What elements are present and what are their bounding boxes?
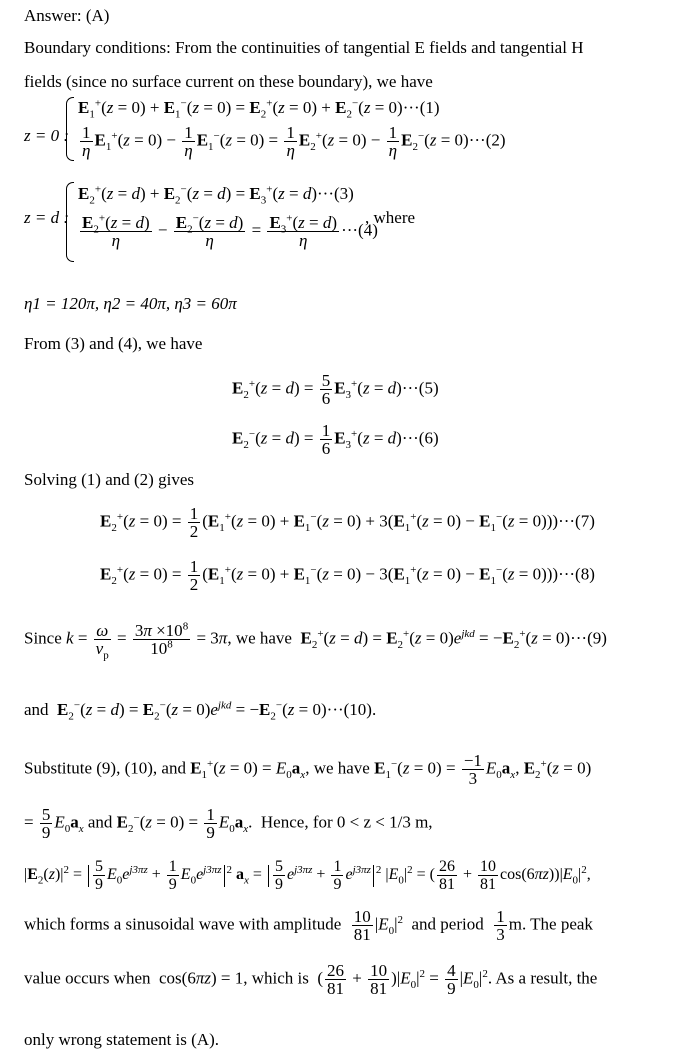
we-have-text: , we have [227, 628, 292, 648]
peak-text-1: value occurs when [24, 968, 151, 988]
equation-4: $\frac{E_2^+(z = d)}{\eta}$ − $\frac{E_2^-(z = d)}{\eta}$ = $\frac{E_3^+(z = d)}{\eta}$ ···(4) [82, 212, 378, 250]
since-line: Since k = $\frac{\omega}{v_p}$ = $\frac{3\pi \times 10^8}{10^8}$ = 3π, we have $E_2^+(z = d) = E_2^+(z = 0)e^{jkd} = -E_2^+(z = 0)\cdot\cdot\cdot(9)$ [24, 620, 607, 662]
equation-5: $E_2^+(z = d)$ = $\frac{5}{6}$ $E_3^+(z = d)\cdot\cdot\cdot(5)$ [232, 371, 439, 408]
substitute-text: Substitute (9), (10), and [24, 758, 186, 778]
equation-2: $\frac{1}{\eta}$ $E_1^+(z = 0)$ − $\frac{1}{\eta}$ $E_1^-(z = 0)$ = $\frac{1}{\eta}$ $E_2^+(z = 0)$ − $\frac{1}{\eta}$ $E_2^-(z = 0)\cdot\cdot\cdot(2)$ [82, 123, 506, 160]
sinusoidal-text-3: m. The peak [508, 914, 593, 934]
substitute-line: Substitute (9), (10), and $E_1^+(z = 0) = E_0a_x$, we have $E_1^-(z = 0)$ = $\frac{-1}{3}$ $E_0a_x$, $E_2^+(z = 0)$ [24, 751, 592, 788]
where-text: , where [365, 208, 416, 227]
equation-8: $E_2^+(z = 0)$ = $\frac{1}{2}$ $(E_1^+(z = 0) + E_1^-(z = 0) - 3(E_1^+(z = 0) - E_1^-(z = 0)))\cdot\cdot\cdot(8)$ [100, 557, 595, 594]
hence-text: Hence, for 0 < z < 1/3 m, [260, 812, 433, 832]
sinusoidal-text-2: and period [411, 914, 484, 934]
intro-line-1: Boundary conditions: From the continuities of tangential E fields and tangential H [24, 38, 584, 57]
sinusoidal-line: which forms a sinusoidal wave with amplitude $\frac{10}{81}$ $|E_0|^2$ and period $\frac{1}{3}$ m. The peak [24, 907, 593, 944]
peak-text-3: . As a result, the [487, 968, 598, 988]
and-text: and [24, 700, 49, 719]
equation-1: $E_1^+(z = 0) + E_1^-(z = 0) = E_2^+(z = 0) + E_2^-(z = 0)\cdot\cdot\cdot(1)$ [78, 97, 440, 121]
conclusion-text: only wrong statement is (A). [24, 1030, 219, 1049]
eta-values: η1 = 120π, η2 = 40π, η3 = 60π [24, 294, 237, 313]
sinusoidal-text-1: which forms a sinusoidal wave with amplitude [24, 914, 342, 934]
intro-line-2: fields (since no surface current on these boundary), we have [24, 72, 433, 91]
magnitude-equation: $|E_2(z)|^2$ = $\frac{5}{9}$ $E_0e^{j3\pi z}$ + $\frac{1}{9}$ $E_0e^{j3\pi z}$ $^2$ $a_x$ = $\frac{5}{9}$ $e^{j3\pi z}$ + $\frac{1}{9}$ $e^{j3\pi z}$ $^2$ $|E_0|^2$ = ( $\frac{26}{81}$ + $\frac{10}{81}$ $\cos(6\pi z))|E_0|^2$, [24, 858, 591, 893]
solving-text: Solving (1) and (2) gives [24, 470, 194, 489]
peak-text-2: , which is [243, 968, 309, 988]
equation-10-line: and $E_2^-(z = d) = E_2^-(z = 0)e^{jkd} = -E_2^-(z = 0)\cdot\cdot\cdot(10)$. [24, 699, 377, 723]
equation-3: $E_2^+(z = d) + E_2^-(z = d) = E_3^+(z = d)\cdot\cdot\cdot(3)$ [78, 183, 354, 207]
answer-heading: Answer: (A) [24, 6, 110, 25]
z0-brace [66, 97, 74, 161]
hence-line: = $\frac{5}{9}$ $E_0a_x$ and $E_2^-(z = 0)$ = $\frac{1}{9}$ $E_0a_x$. Hence, for 0 < z < 1/3 m, [24, 805, 433, 842]
z0-label: z = 0 : [24, 126, 69, 145]
zd-label: z = d : [24, 208, 69, 227]
since-text: Since [24, 628, 62, 648]
from-3-4-text: From (3) and (4), we have [24, 334, 203, 353]
zd-brace [66, 182, 74, 262]
equation-6: $E_2^-(z = d)$ = $\frac{1}{6}$ $E_3^+(z = d)\cdot\cdot\cdot(6)$ [232, 421, 439, 458]
equation-7: $E_2^+(z = 0)$ = $\frac{1}{2}$ $(E_1^+(z = 0) + E_1^-(z = 0) + 3(E_1^+(z = 0) - E_1^-(z = 0)))\cdot\cdot\cdot(7)$ [100, 504, 595, 541]
peak-line: value occurs when cos(6πz) = 1, which is ( $\frac{26}{81}$ + $\frac{10}{81}$ )$|E_0|^2$ = $\frac{4}{9}$ $|E_0|^2$. As a result, the [24, 961, 598, 998]
